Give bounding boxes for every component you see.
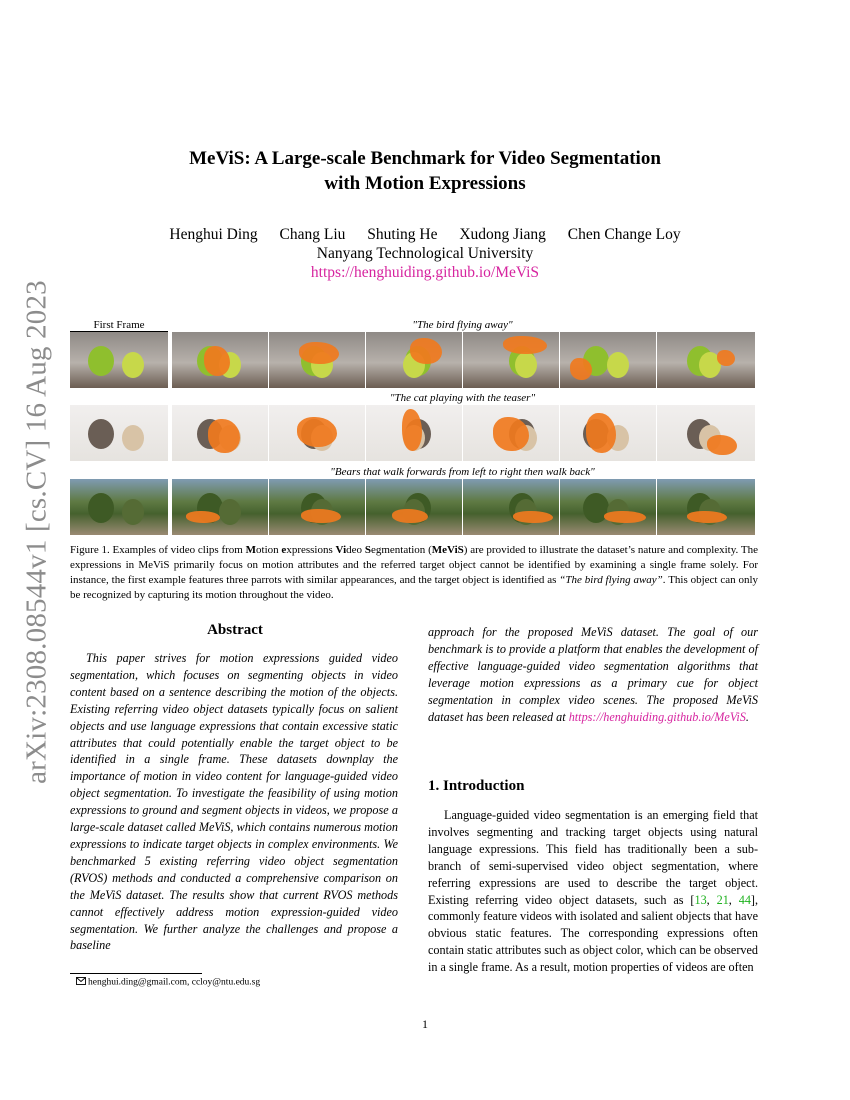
- video-frame-thumbnail: [366, 405, 462, 461]
- scene-object: [122, 499, 144, 525]
- video-frame-thumbnail: [463, 479, 559, 535]
- title-line-1: MeViS: A Large-scale Benchmark for Video Segmentation: [189, 148, 661, 169]
- video-frame-thumbnail: [172, 332, 268, 388]
- footnote-emails: henghui.ding@gmail.com, ccloy@ntu.edu.sg: [88, 977, 261, 988]
- segmentation-mask: [493, 417, 529, 451]
- citation-link[interactable]: 21: [716, 892, 729, 907]
- abstract-heading: Abstract: [207, 622, 263, 638]
- first-frame-thumbnail: [70, 479, 168, 535]
- segmentation-mask: [410, 338, 442, 364]
- first-frame-thumbnail: [70, 332, 168, 388]
- author-list: [100, 225, 750, 245]
- abstract-body-left: This paper strives for motion expressions guided video segmentation, which focuses on segmenting objects in video content based on a sentence describing the motion of the objects. Existing referring video object datasets typically focus on salient objects and use language expressions that contain excessive static attributes that could potentially enable the target object to be identified in a single frame. These datasets downplay the importance of motion in video content for language-guided video object segmentation. To investigate the feasibility of using motion expressions to ground and segment objects in videos, we propose a large-scale dataset called MeViS, which contains numerous motion expressions to indicate target objects in complex environments. We benchmarked 5 existing referring video object segmentation (RVOS) methods and conducted a comprehensive comparison on the MeViS dataset. The results show that current RVOS methods cannot effectively address motion expression-guided video segmentation. We further analyze the challenges and propose a baseline: [70, 651, 398, 953]
- scene-object: [88, 346, 114, 376]
- segmentation-mask: [570, 358, 592, 380]
- segmentation-mask: [402, 409, 422, 451]
- first-frame-label: First Frame: [93, 319, 145, 331]
- segmentation-mask: [707, 435, 737, 455]
- author-name: Chang Liu: [279, 226, 346, 243]
- scene-object: [122, 352, 144, 378]
- scene-object: [219, 499, 241, 525]
- video-frame-thumbnail: [463, 405, 559, 461]
- video-frame-thumbnail: [172, 405, 268, 461]
- segmentation-mask: [687, 511, 727, 523]
- segmentation-mask: [392, 509, 428, 523]
- title-line-2: with Motion Expressions: [324, 173, 526, 194]
- author-name: Chen Change Loy: [567, 226, 681, 243]
- video-frame-thumbnail: [560, 479, 656, 535]
- segmentation-mask: [301, 509, 341, 523]
- introduction-heading: 1. Introduction: [428, 778, 525, 794]
- segmentation-mask: [503, 336, 547, 354]
- segmentation-mask: [586, 413, 616, 453]
- scene-object: [607, 352, 629, 378]
- video-frame-thumbnail: [657, 405, 755, 461]
- scene-object: [515, 352, 537, 378]
- paper-title: [125, 146, 725, 196]
- arxiv-identifier: arXiv:2308.08544v1 [cs.CV] 16 Aug 2023: [20, 280, 53, 784]
- author-name: Xudong Jiang: [459, 226, 546, 243]
- footnote: [76, 977, 260, 988]
- abstract-body-right: approach for the proposed MeViS dataset. The goal of our benchmark is to provide a platform that enables the development of effective language-guided video segmentation algorithms that leverage motion expressions as a primary cue for object segmentation in complex video scenes. The proposed MeViS dataset has been released at https://henghuiding.github.io/MeViS.: [428, 625, 758, 724]
- video-frame-thumbnail: [560, 332, 656, 388]
- dataset-link[interactable]: https://henghuiding.github.io/MeViS: [568, 709, 746, 724]
- expression-label-bird: "The bird flying away": [412, 319, 513, 331]
- first-frame-thumbnail: [70, 405, 168, 461]
- expression-label-cat: "The cat playing with the teaser": [389, 392, 536, 404]
- segmentation-mask: [604, 511, 646, 523]
- video-frame-thumbnail: [269, 479, 365, 535]
- introduction-body: Language-guided video segmentation is an emerging field that involves segmenting and tracking target objects using natural language expressions. This field has traditionally been a sub-branch of semi-supervised video object segmentation, where referring expressions are used to describe the target object. Existing referring video object datasets, such as [13, 21, 44], commonly feature videos with isolated and salient objects that have obvious static features. The corresponding expressions often contain static attributes such as object color, which can be observed in a single frame. As a result, motion properties of videos are often: [428, 808, 759, 975]
- video-frame-thumbnail: [269, 332, 365, 388]
- video-frame-thumbnail: [172, 479, 268, 535]
- video-frame-thumbnail: [657, 332, 755, 388]
- segmentation-mask: [717, 350, 735, 366]
- project-url-link[interactable]: https://henghuiding.github.io/MeViS: [310, 264, 540, 281]
- footnote-divider: [70, 973, 202, 974]
- citation-link[interactable]: 13: [694, 892, 707, 907]
- video-frame-thumbnail: [366, 479, 462, 535]
- segmentation-mask: [513, 511, 553, 523]
- video-frame-thumbnail: [366, 332, 462, 388]
- page-number: 1: [422, 1017, 428, 1031]
- segmentation-mask: [204, 346, 230, 376]
- scene-object: [122, 425, 144, 451]
- figure-caption: Figure 1. Examples of video clips from Motion expressions Video Segmentation (MeViS) are provided to illustrate the dataset’s nature and complexity. The expressions in MeViS primarily focus on motion attributes and the referred target object cannot be identified by examining a single frame solely. For instance, the first example features three parrots with similar appearances, and the target object is identified as “The bird flying away”. This object can only be recognized by capturing its motion throughout the video.: [70, 544, 759, 601]
- segmentation-mask: [186, 511, 220, 523]
- video-frame-thumbnail: [657, 479, 755, 535]
- expression-label-bear: "Bears that walk forwards from left to right then walk back": [330, 466, 595, 478]
- envelope-icon: [76, 977, 86, 985]
- citation-link[interactable]: 44: [738, 892, 751, 907]
- video-frame-thumbnail: [560, 405, 656, 461]
- scene-object: [88, 419, 114, 449]
- segmentation-mask: [299, 342, 339, 364]
- segmentation-mask: [297, 417, 337, 447]
- video-frame-thumbnail: [463, 332, 559, 388]
- author-name: Henghui Ding: [169, 226, 258, 243]
- affiliation: Nanyang Technological University: [316, 245, 534, 262]
- author-name: Shuting He: [367, 226, 438, 243]
- segmentation-mask: [208, 419, 240, 453]
- scene-object: [88, 493, 114, 523]
- video-frame-thumbnail: [269, 405, 365, 461]
